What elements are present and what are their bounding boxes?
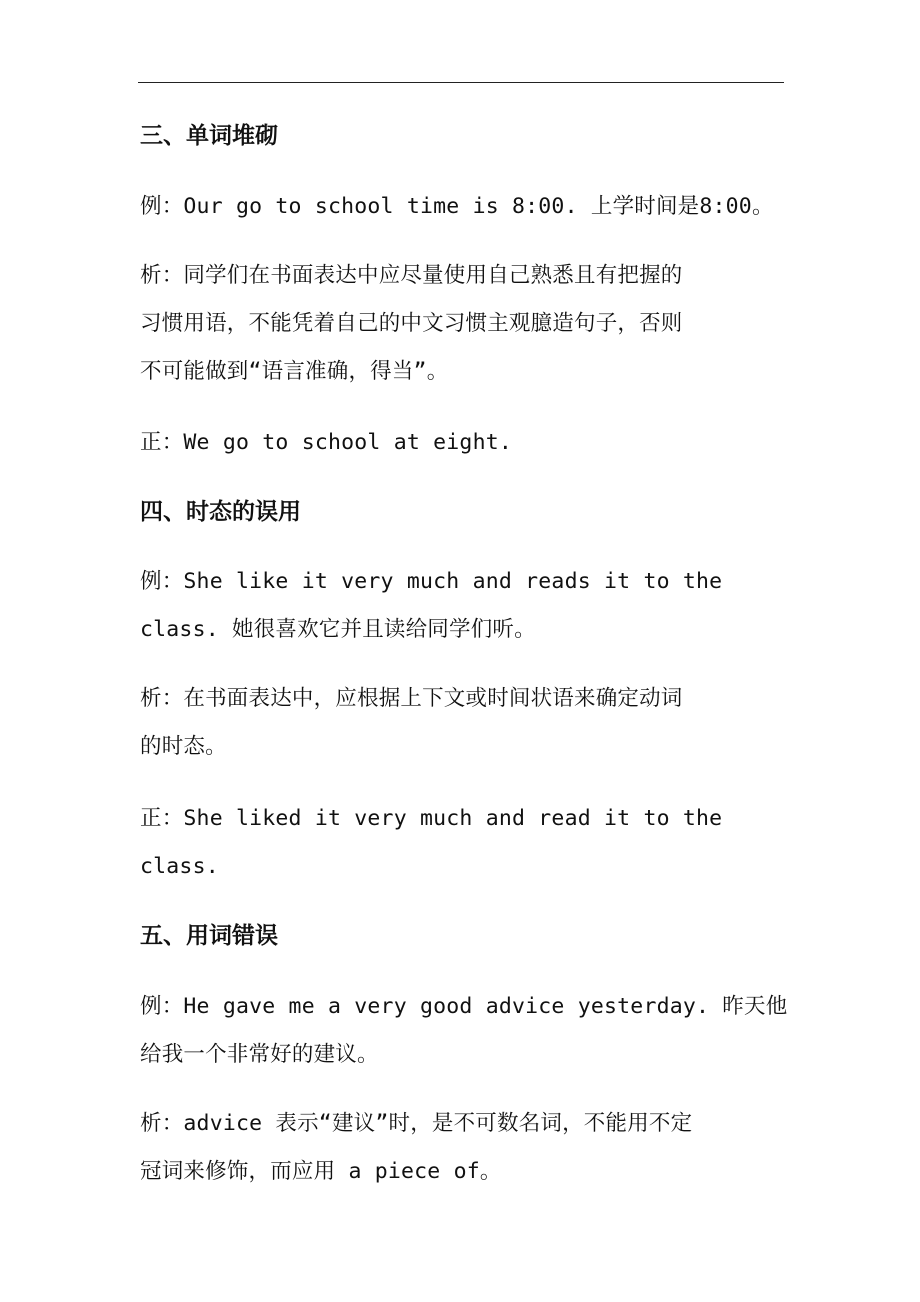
header-rule	[138, 82, 784, 83]
section-3-analysis-line-2: 习惯用语，不能凭着自己的中文习惯主观臆造句子，否则	[140, 311, 683, 336]
section-4-analysis-line-2: 的时态。	[140, 734, 227, 759]
section-heading-4: 四、时态的误用	[140, 499, 301, 525]
section-4-analysis	[140, 675, 683, 771]
section-4-correction	[140, 795, 722, 891]
section-5-example	[140, 983, 787, 1079]
section-3-example	[140, 183, 774, 231]
section-3-analysis	[140, 252, 683, 396]
section-3-example-line-1: 例：Our go to school time is 8:00. 上学时间是8:00。	[140, 194, 774, 219]
section-3-correction	[140, 419, 512, 467]
section-5-analysis-line-1: 析：advice 表示“建议”时，是不可数名词，不能用不定	[140, 1111, 693, 1136]
section-4-example-line-1: 例：She like it very much and reads it to the	[140, 569, 723, 594]
section-3-analysis-line-1: 析：同学们在书面表达中应尽量使用自己熟悉且有把握的	[140, 263, 683, 288]
section-3-correction-line-1: 正：We go to school at eight.	[140, 430, 513, 455]
section-4-correction-line-2: class.	[140, 854, 219, 879]
section-heading-3: 三、单词堆砌	[140, 123, 278, 149]
section-5-example-line-2: 给我一个非常好的建议。	[140, 1042, 379, 1067]
section-3-analysis-line-3: 不可能做到“语言准确，得当”。	[140, 359, 449, 384]
section-4-example	[140, 558, 722, 654]
section-5-example-line-1: 例：He gave me a very good advice yesterday. 昨天他	[140, 994, 788, 1019]
section-heading-5: 五、用词错误	[140, 923, 278, 949]
section-5-analysis	[140, 1100, 692, 1196]
section-5-analysis-line-2: 冠词来修饰，而应用 a piece of。	[140, 1159, 502, 1184]
section-4-analysis-line-1: 析：在书面表达中，应根据上下文或时间状语来确定动词	[140, 686, 683, 711]
section-4-example-line-2: class. 她很喜欢它并且读给同学们听。	[140, 617, 536, 642]
section-4-correction-line-1: 正：She liked it very much and read it to the	[140, 806, 723, 831]
